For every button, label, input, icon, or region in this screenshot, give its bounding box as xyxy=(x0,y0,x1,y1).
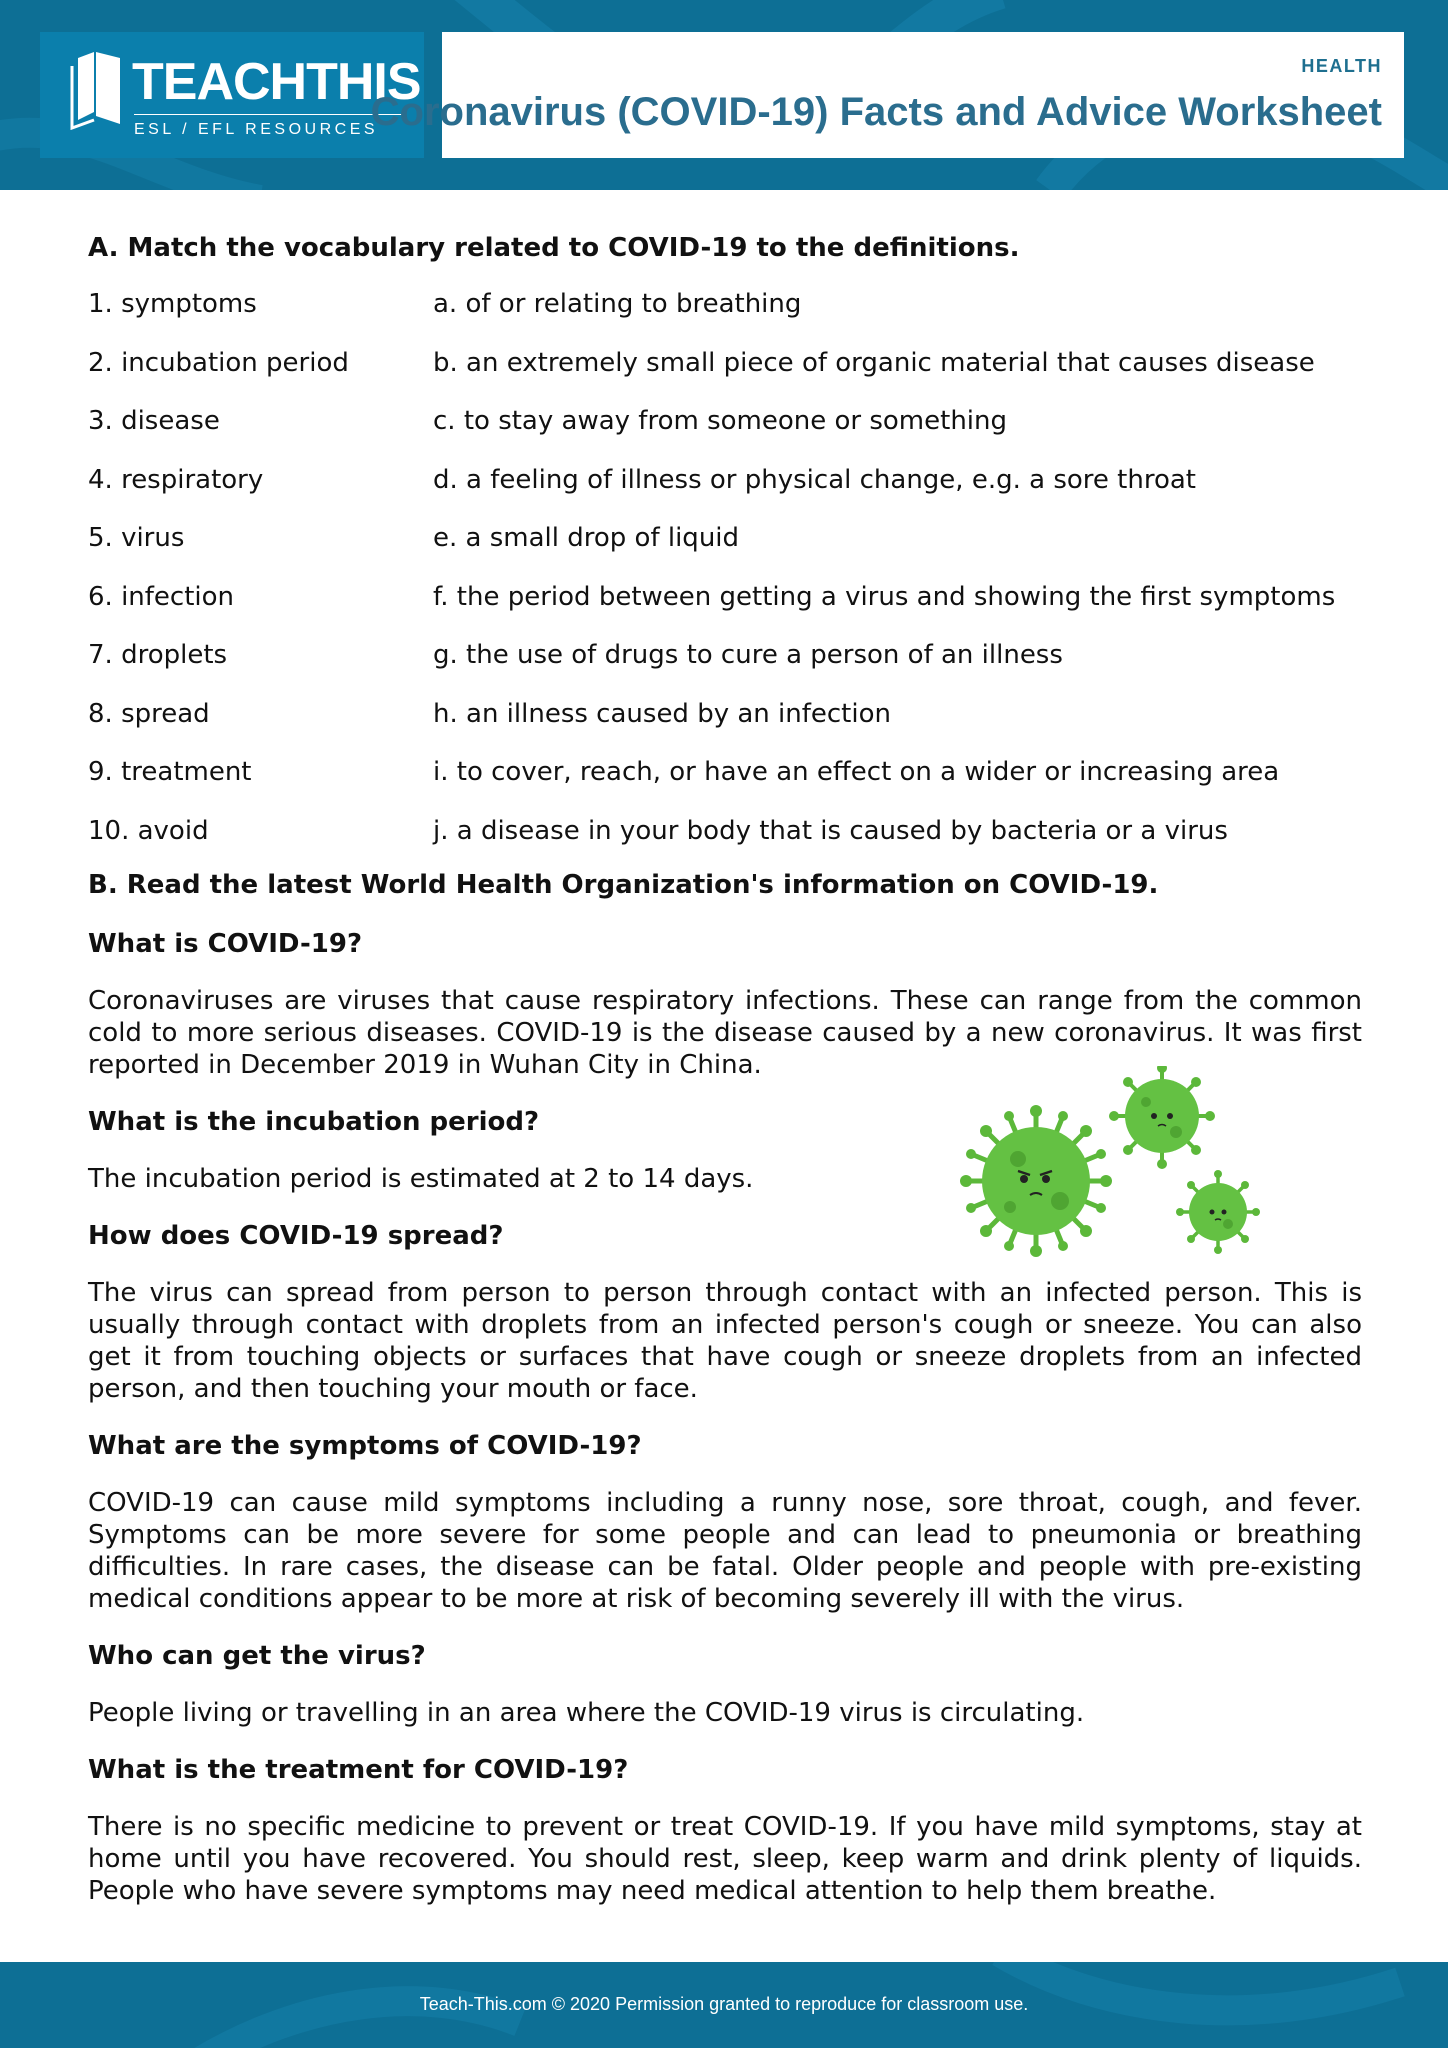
vocab-term: 6. infection xyxy=(88,581,235,612)
vocab-definition: g. the use of drugs to cure a person of an illness xyxy=(433,640,1063,670)
section-b-heading: B. Read the latest World Health Organization's information on COVID-19. xyxy=(88,869,1159,900)
vocab-term: 7. droplets xyxy=(88,640,228,670)
title-panel xyxy=(370,32,1404,158)
vocab-row xyxy=(88,284,1362,343)
logo xyxy=(40,32,424,158)
vocab-row xyxy=(88,577,1362,636)
question-heading: What is the incubation period? xyxy=(88,1106,540,1137)
subject-tag: HEALTH xyxy=(1301,56,1382,76)
vocab-row xyxy=(88,811,1362,861)
header-banner xyxy=(0,0,1448,190)
vocab-row xyxy=(88,518,1362,577)
page-title: Coronavirus (COVID-19) Facts and Advice Worksheet xyxy=(370,90,1382,134)
question-heading: What is the treatment for COVID-19? xyxy=(88,1754,629,1785)
vocab-term: 9. treatment xyxy=(88,757,252,787)
vocab-row xyxy=(88,460,1362,519)
footer xyxy=(0,1962,1448,2048)
copyright-notice: Teach-This.com © 2020 Permission granted to reproduce for classroom use. xyxy=(419,1994,1029,2014)
answer-paragraph: COVID-19 can cause mild symptoms including a runny nose, sore throat, cough, and fever. Symptoms can be more severe for some people and can lead to pneumonia or breathing difficulties. In rare cases, the disease can be fatal. Older people and people with pre-existing medical conditions appear to be more at risk of becoming severely ill with the virus. xyxy=(88,1487,1362,1614)
vocab-term: 8. spread xyxy=(88,698,210,729)
vocab-term: 5. virus xyxy=(88,523,185,553)
logo-name: TEACHTHIS xyxy=(132,53,421,111)
vocab-definition: c. to stay away from someone or something xyxy=(433,406,1008,436)
vocab-row xyxy=(88,343,1362,402)
question-heading: What are the symptoms of COVID-19? xyxy=(88,1430,642,1461)
answer-paragraph: Coronaviruses are viruses that cause respiratory infections. These can range from the common cold to more serious diseases. COVID-19 is the disease caused by a new coronavirus. It was first reported in December 2019 in Wuhan City in China. xyxy=(88,985,1362,1080)
vocab-matching-list xyxy=(88,284,1362,861)
vocab-row xyxy=(88,752,1362,811)
vocab-term: 4. respiratory xyxy=(88,464,264,495)
section-a-heading: A. Match the vocabulary related to COVID-19 to the definitions. xyxy=(88,233,1020,263)
vocab-definition: d. a feeling of illness or physical change, e.g. a sore throat xyxy=(433,464,1196,495)
vocab-definition: e. a small drop of liquid xyxy=(433,523,740,553)
vocab-term: 10. avoid xyxy=(88,815,209,846)
book-icon xyxy=(68,50,126,130)
answer-paragraph: The incubation period is estimated at 2 to 14 days. xyxy=(88,1163,754,1194)
virus-illustration xyxy=(960,1066,1280,1266)
vocab-definition: i. to cover, reach, or have an effect on a wider or increasing area xyxy=(433,757,1280,787)
virus-icon xyxy=(1176,1170,1260,1254)
answer-paragraph: The virus can spread from person to person through contact with an infected person. This is usually through contact with droplets from an infected person's cough or sneeze. You can also get it from touching objects or surfaces that have cough or sneeze droplets from an infected person, and then touching your mouth or face. xyxy=(88,1277,1362,1404)
vocab-definition: f. the period between getting a virus and showing the first symptoms xyxy=(433,581,1336,612)
vocab-row xyxy=(88,635,1362,694)
vocab-definition: j. a disease in your body that is caused by bacteria or a virus xyxy=(433,815,1228,846)
vocab-term: 2. incubation period xyxy=(88,347,349,378)
vocab-term: 1. symptoms xyxy=(88,289,257,319)
answer-paragraph: People living or travelling in an area where the COVID-19 virus is circulating. xyxy=(88,1697,1085,1728)
question-heading: Who can get the virus? xyxy=(88,1640,426,1671)
logo-tagline: ESL / EFL RESOURCES xyxy=(134,114,404,139)
vocab-row xyxy=(88,694,1362,753)
vocab-row xyxy=(88,401,1362,460)
virus-icon xyxy=(1109,1066,1215,1169)
vocab-definition: h. an illness caused by an infection xyxy=(433,698,891,729)
vocab-definition: a. of or relating to breathing xyxy=(433,289,802,319)
answer-paragraph: There is no specific medicine to prevent or treat COVID-19. If you have mild symptoms, stay at home until you have recovered. You should rest, sleep, keep warm and drink plenty of liquids. People who have severe symptoms may need medical attention to help them breathe. xyxy=(88,1811,1362,1906)
vocab-definition: b. an extremely small piece of organic material that causes disease xyxy=(433,347,1315,378)
question-heading: How does COVID-19 spread? xyxy=(88,1220,504,1251)
question-heading: What is COVID-19? xyxy=(88,928,363,959)
vocab-term: 3. disease xyxy=(88,406,220,436)
virus-icon xyxy=(960,1105,1112,1257)
